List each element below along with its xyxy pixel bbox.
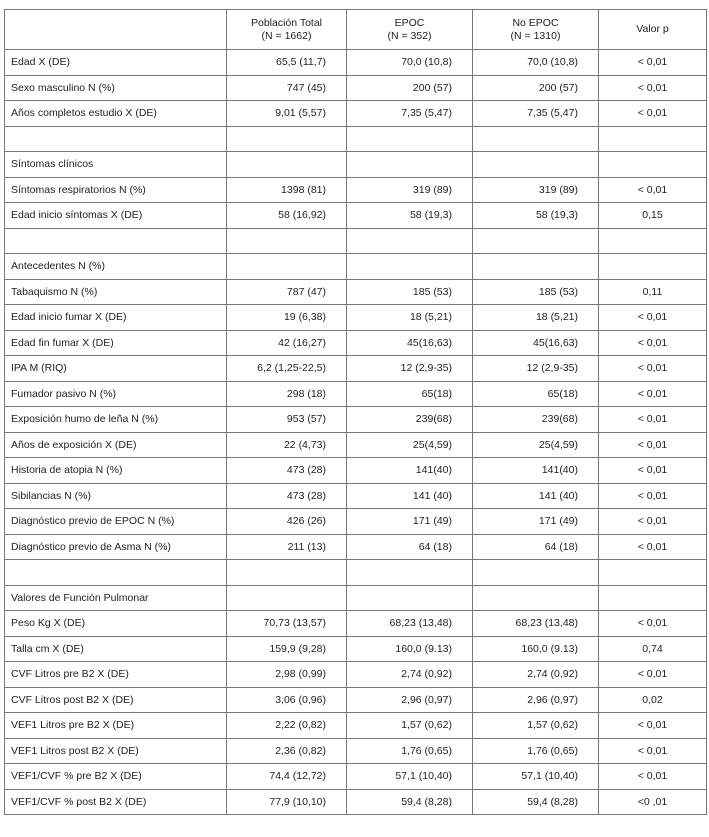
- cell-no-epoc: 319 (89): [473, 177, 599, 203]
- section-label: Antecedentes N (%): [5, 254, 227, 280]
- row-label: Diagnóstico previo de Asma N (%): [5, 534, 227, 560]
- section-row: [5, 254, 707, 280]
- cell-epoc: 1,76 (0,65): [347, 738, 473, 764]
- table-row: [5, 330, 707, 356]
- cell-total: 74,4 (12,72): [227, 764, 347, 790]
- data-table: [4, 9, 707, 815]
- cell-total: 2,98 (0,99): [227, 662, 347, 688]
- table-row: [5, 356, 707, 382]
- cell-p-value: < 0,01: [599, 458, 707, 484]
- row-label: Edad inicio fumar X (DE): [5, 305, 227, 331]
- cell-p-value: 0,02: [599, 687, 707, 713]
- cell-epoc: 45(16,63): [347, 330, 473, 356]
- row-label: VEF1 Litros pre B2 X (DE): [5, 713, 227, 739]
- row-label: Edad inicio síntomas X (DE): [5, 203, 227, 229]
- blank-row: [5, 126, 707, 152]
- cell-epoc: 7,35 (5,47): [347, 101, 473, 127]
- cell-epoc: 171 (49): [347, 509, 473, 535]
- row-label: Edad X (DE): [5, 50, 227, 76]
- table-row: [5, 509, 707, 535]
- header-epoc-title: EPOC: [394, 16, 425, 29]
- row-label: Sexo masculino N (%): [5, 75, 227, 101]
- table-row: [5, 101, 707, 127]
- cell-no-epoc: 68,23 (13,48): [473, 611, 599, 637]
- cell-p-value: < 0,01: [599, 407, 707, 433]
- cell-epoc: 65(18): [347, 381, 473, 407]
- cell-no-epoc: 7,35 (5,47): [473, 101, 599, 127]
- header-no-epoc-n: (N = 1310): [510, 29, 561, 42]
- empty-cell: [473, 152, 599, 178]
- cell-epoc: 239(68): [347, 407, 473, 433]
- cell-no-epoc: 64 (18): [473, 534, 599, 560]
- table-row: [5, 305, 707, 331]
- table-row: [5, 764, 707, 790]
- empty-cell: [227, 126, 347, 152]
- cell-p-value: < 0,01: [599, 483, 707, 509]
- cell-total: 9,01 (5,57): [227, 101, 347, 127]
- row-label: Peso Kg X (DE): [5, 611, 227, 637]
- row-label: CVF Litros pre B2 X (DE): [5, 662, 227, 688]
- table-row: [5, 483, 707, 509]
- cell-total: 2,36 (0,82): [227, 738, 347, 764]
- header-p-value: Valor p: [599, 10, 707, 50]
- cell-epoc: 319 (89): [347, 177, 473, 203]
- header-total-n: (N = 1662): [261, 29, 312, 42]
- cell-total: 65,5 (11,7): [227, 50, 347, 76]
- cell-p-value: 0,15: [599, 203, 707, 229]
- row-label: Síntomas respiratorios N (%): [5, 177, 227, 203]
- cell-total: 2,22 (0,82): [227, 713, 347, 739]
- cell-total: 1398 (81): [227, 177, 347, 203]
- empty-cell: [473, 126, 599, 152]
- empty-cell: [599, 126, 707, 152]
- cell-epoc: 200 (57): [347, 75, 473, 101]
- empty-cell: [5, 560, 227, 586]
- header-total-population: [227, 10, 347, 50]
- table-row: [5, 713, 707, 739]
- section-label: Síntomas clínicos: [5, 152, 227, 178]
- cell-epoc: 25(4,59): [347, 432, 473, 458]
- header-empty-cell: [5, 10, 227, 50]
- table-row: [5, 789, 707, 815]
- cell-p-value: < 0,01: [599, 177, 707, 203]
- cell-epoc: 12 (2,9-35): [347, 356, 473, 382]
- cell-epoc: 64 (18): [347, 534, 473, 560]
- cell-p-value: < 0,01: [599, 764, 707, 790]
- row-label: Talla cm X (DE): [5, 636, 227, 662]
- row-label: VEF1/CVF % pre B2 X (DE): [5, 764, 227, 790]
- cell-no-epoc: 171 (49): [473, 509, 599, 535]
- cell-no-epoc: 185 (53): [473, 279, 599, 305]
- empty-cell: [227, 152, 347, 178]
- cell-no-epoc: 160,0 (9.13): [473, 636, 599, 662]
- cell-p-value: < 0,01: [599, 738, 707, 764]
- cell-no-epoc: 18 (5,21): [473, 305, 599, 331]
- header-no-epoc-title: No EPOC: [512, 16, 559, 29]
- cell-total: 787 (47): [227, 279, 347, 305]
- row-label: Fumador pasivo N (%): [5, 381, 227, 407]
- cell-total: 19 (6,38): [227, 305, 347, 331]
- row-label: Diagnóstico previo de EPOC N (%): [5, 509, 227, 535]
- empty-cell: [599, 560, 707, 586]
- row-label: Exposición humo de leña N (%): [5, 407, 227, 433]
- row-label: Años de exposición X (DE): [5, 432, 227, 458]
- cell-p-value: < 0,01: [599, 305, 707, 331]
- row-label: Sibilancias N (%): [5, 483, 227, 509]
- cell-p-value: < 0,01: [599, 381, 707, 407]
- empty-cell: [5, 228, 227, 254]
- row-label: VEF1 Litros post B2 X (DE): [5, 738, 227, 764]
- blank-row: [5, 228, 707, 254]
- table-row: [5, 407, 707, 433]
- section-row: [5, 585, 707, 611]
- blank-row: [5, 560, 707, 586]
- cell-no-epoc: 239(68): [473, 407, 599, 433]
- cell-total: 211 (13): [227, 534, 347, 560]
- cell-total: 747 (45): [227, 75, 347, 101]
- cell-p-value: < 0,01: [599, 662, 707, 688]
- cell-total: 298 (18): [227, 381, 347, 407]
- cell-total: 473 (28): [227, 483, 347, 509]
- cell-p-value: < 0,01: [599, 432, 707, 458]
- table-row: [5, 687, 707, 713]
- table-row: [5, 203, 707, 229]
- table-row: [5, 662, 707, 688]
- empty-cell: [473, 560, 599, 586]
- cell-total: 159,9 (9,28): [227, 636, 347, 662]
- row-label: VEF1/CVF % post B2 X (DE): [5, 789, 227, 815]
- cell-no-epoc: 59,4 (8,28): [473, 789, 599, 815]
- table-body: [5, 10, 707, 815]
- empty-cell: [347, 126, 473, 152]
- cell-total: 953 (57): [227, 407, 347, 433]
- cell-p-value: < 0,01: [599, 534, 707, 560]
- cell-no-epoc: 58 (19,3): [473, 203, 599, 229]
- cell-total: 473 (28): [227, 458, 347, 484]
- cell-p-value: < 0,01: [599, 509, 707, 535]
- cell-no-epoc: 2,96 (0,97): [473, 687, 599, 713]
- cell-p-value: < 0,01: [599, 50, 707, 76]
- row-label: CVF Litros post B2 X (DE): [5, 687, 227, 713]
- empty-cell: [5, 126, 227, 152]
- row-label: IPA M (RIQ): [5, 356, 227, 382]
- cell-p-value: < 0,01: [599, 713, 707, 739]
- table-row: [5, 432, 707, 458]
- cell-no-epoc: 65(18): [473, 381, 599, 407]
- row-label: Edad fin fumar X (DE): [5, 330, 227, 356]
- empty-cell: [347, 254, 473, 280]
- empty-cell: [227, 560, 347, 586]
- cell-epoc: 18 (5,21): [347, 305, 473, 331]
- empty-cell: [473, 585, 599, 611]
- cell-total: 6,2 (1,25-22,5): [227, 356, 347, 382]
- cell-epoc: 59,4 (8,28): [347, 789, 473, 815]
- empty-cell: [599, 228, 707, 254]
- cell-no-epoc: 25(4,59): [473, 432, 599, 458]
- empty-cell: [347, 585, 473, 611]
- table-row: [5, 534, 707, 560]
- empty-cell: [599, 254, 707, 280]
- cell-epoc: 57,1 (10,40): [347, 764, 473, 790]
- cell-total: 3,06 (0,96): [227, 687, 347, 713]
- row-label: Tabaquismo N (%): [5, 279, 227, 305]
- empty-cell: [599, 152, 707, 178]
- empty-cell: [599, 585, 707, 611]
- cell-p-value: < 0,01: [599, 75, 707, 101]
- cell-total: 22 (4,73): [227, 432, 347, 458]
- empty-cell: [227, 228, 347, 254]
- empty-cell: [227, 254, 347, 280]
- table-row: [5, 738, 707, 764]
- cell-total: 42 (16,27): [227, 330, 347, 356]
- cell-epoc: 141 (40): [347, 483, 473, 509]
- cell-epoc: 185 (53): [347, 279, 473, 305]
- header-total-title: Población Total: [250, 16, 323, 29]
- table-row: [5, 611, 707, 637]
- empty-cell: [347, 152, 473, 178]
- cell-no-epoc: 12 (2,9-35): [473, 356, 599, 382]
- header-no-epoc: [473, 10, 599, 50]
- table-row: [5, 177, 707, 203]
- row-label: Años completos estudio X (DE): [5, 101, 227, 127]
- cell-total: 426 (26): [227, 509, 347, 535]
- table-header-row: [5, 10, 707, 50]
- cell-p-value: < 0,01: [599, 356, 707, 382]
- cell-epoc: 141(40): [347, 458, 473, 484]
- cell-p-value: < 0,01: [599, 101, 707, 127]
- cell-p-value: 0,11: [599, 279, 707, 305]
- header-epoc: [347, 10, 473, 50]
- empty-cell: [473, 228, 599, 254]
- table-row: [5, 458, 707, 484]
- cell-no-epoc: 45(16,63): [473, 330, 599, 356]
- cell-no-epoc: 141(40): [473, 458, 599, 484]
- empty-cell: [227, 585, 347, 611]
- cell-epoc: 160,0 (9.13): [347, 636, 473, 662]
- cell-no-epoc: 1,76 (0,65): [473, 738, 599, 764]
- table-row: [5, 636, 707, 662]
- cell-epoc: 2,96 (0,97): [347, 687, 473, 713]
- cell-epoc: 58 (19,3): [347, 203, 473, 229]
- table-row: [5, 279, 707, 305]
- cell-epoc: 70,0 (10,8): [347, 50, 473, 76]
- cell-no-epoc: 57,1 (10,40): [473, 764, 599, 790]
- cell-epoc: 2,74 (0,92): [347, 662, 473, 688]
- cell-no-epoc: 200 (57): [473, 75, 599, 101]
- table-row: [5, 75, 707, 101]
- cell-epoc: 68,23 (13,48): [347, 611, 473, 637]
- cell-p-value: 0,74: [599, 636, 707, 662]
- cell-p-value: <0 ,01: [599, 789, 707, 815]
- table-row: [5, 381, 707, 407]
- header-epoc-n: (N = 352): [387, 29, 432, 42]
- section-label: Valores de Función Pulmonar: [5, 585, 227, 611]
- cell-no-epoc: 2,74 (0,92): [473, 662, 599, 688]
- cell-p-value: < 0,01: [599, 330, 707, 356]
- row-label: Historia de atopia N (%): [5, 458, 227, 484]
- section-row: [5, 152, 707, 178]
- cell-total: 77,9 (10,10): [227, 789, 347, 815]
- cell-no-epoc: 70,0 (10,8): [473, 50, 599, 76]
- cell-total: 70,73 (13,57): [227, 611, 347, 637]
- cell-no-epoc: 141 (40): [473, 483, 599, 509]
- empty-cell: [347, 560, 473, 586]
- table-row: [5, 50, 707, 76]
- cell-p-value: < 0,01: [599, 611, 707, 637]
- cell-no-epoc: 1,57 (0,62): [473, 713, 599, 739]
- cell-epoc: 1,57 (0,62): [347, 713, 473, 739]
- empty-cell: [473, 254, 599, 280]
- cell-total: 58 (16,92): [227, 203, 347, 229]
- empty-cell: [347, 228, 473, 254]
